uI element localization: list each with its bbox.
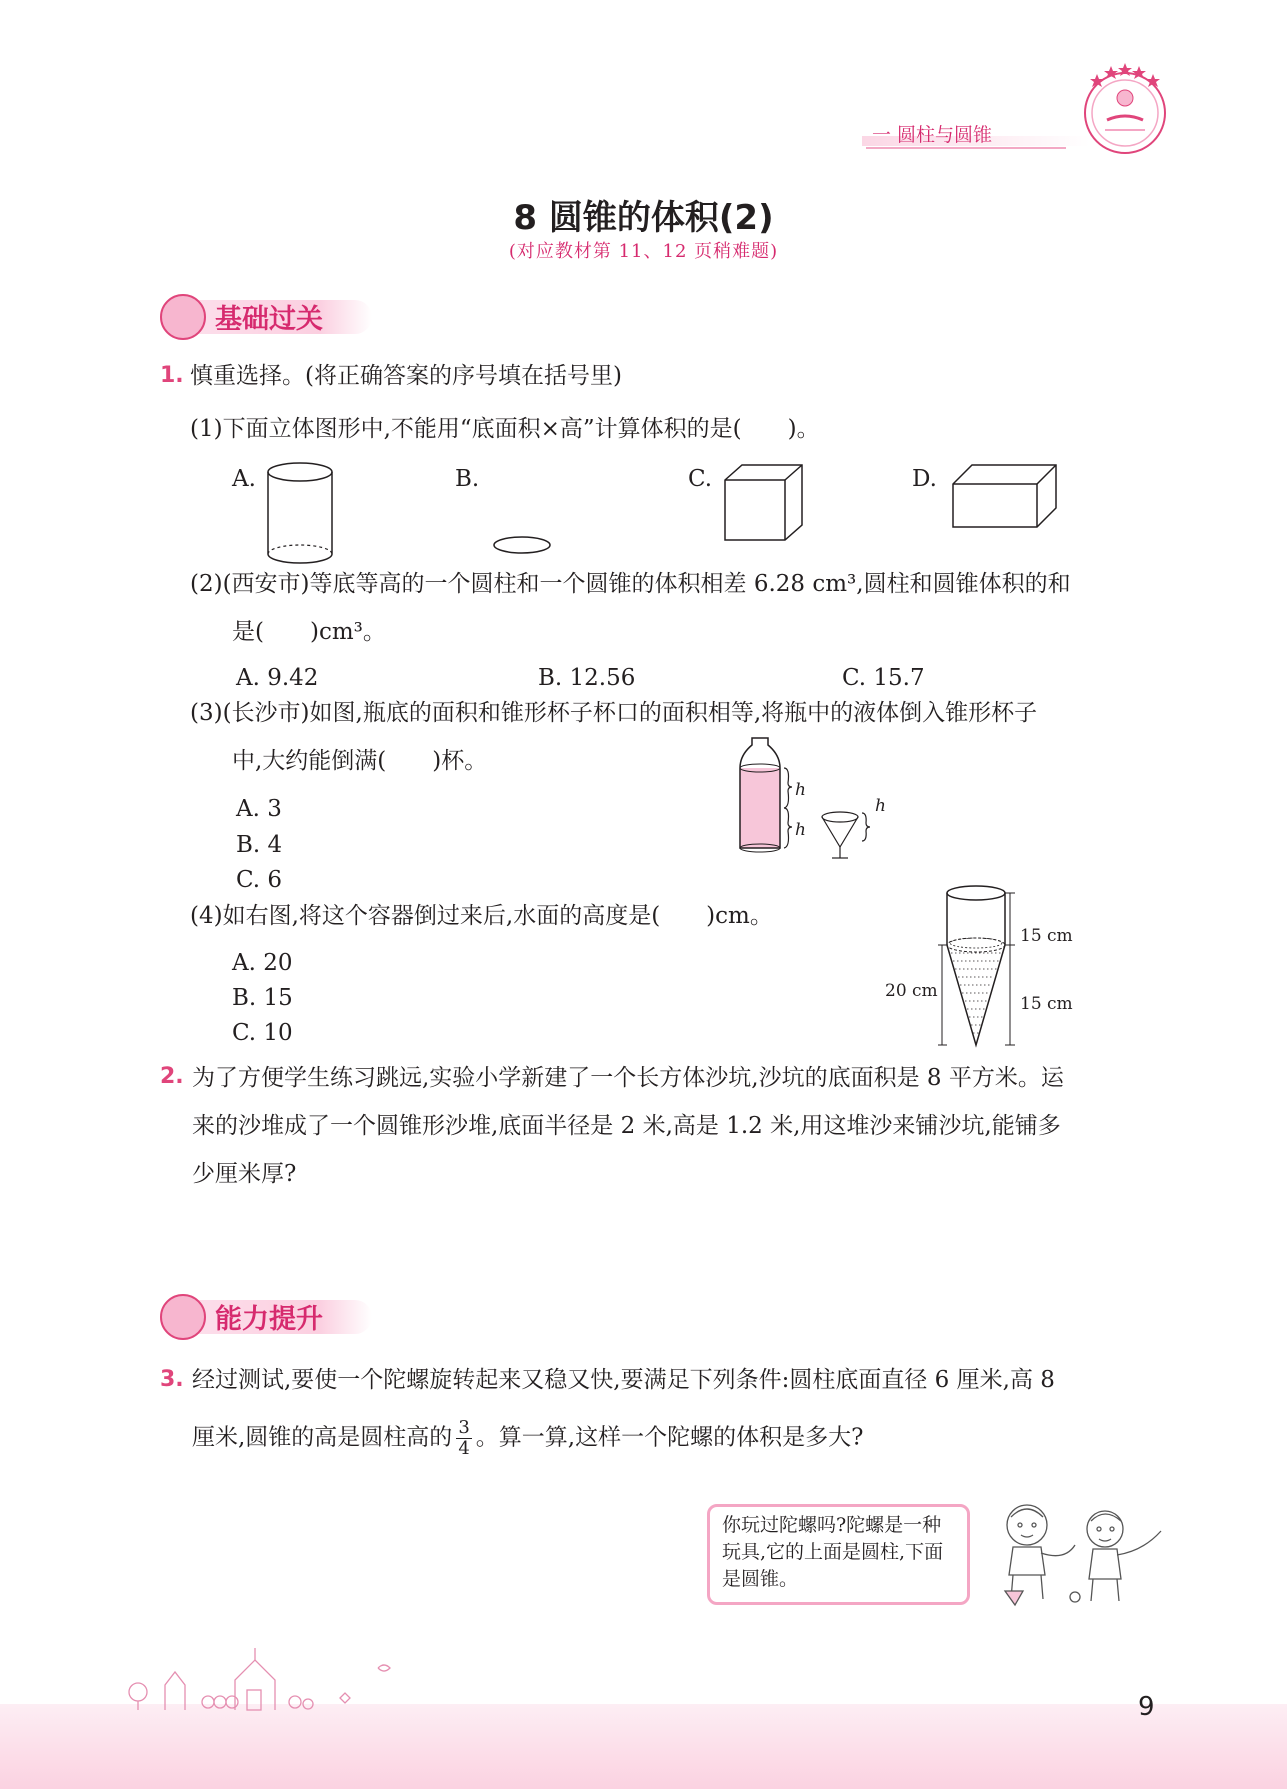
- fraction: [456, 1418, 471, 1459]
- question-3-line1: 经过测试,要使一个陀螺旋转起来又稳又快,要满足下列条件:圆柱底面直径 6 厘米,高 8: [192, 1367, 1055, 1393]
- cylinder-figure: [265, 460, 335, 570]
- option-label-a: A.: [232, 466, 256, 492]
- page-title: 8 圆锥的体积(2): [513, 198, 774, 238]
- label-15cm-top: 15 cm: [1020, 926, 1073, 946]
- q1-part2-line1: (2)(西安市)等底等高的一个圆柱和一个圆锥的体积相差 6.28 cm³,圆柱和圆锥体积的和: [190, 571, 1071, 597]
- option-label-c: C.: [688, 466, 713, 492]
- footer-band: [0, 1704, 1287, 1789]
- bottle-and-cup-figure: [730, 735, 890, 860]
- header-rule: [866, 147, 1066, 149]
- children-playing-top-illustration: [975, 1495, 1165, 1610]
- label-15cm-bottom: 15 cm: [1020, 994, 1073, 1014]
- question-3-line2-end: 。算一算,这样一个陀螺的体积是多大?: [475, 1424, 864, 1451]
- tip-text: 你玩过陀螺吗?陀螺是一种玩具,它的上面是圆柱,下面是圆锥。: [722, 1514, 944, 1590]
- bottle-height-label-top: h: [795, 780, 806, 800]
- section-title-basic: 基础过关: [215, 304, 323, 335]
- q1-part2-option-c: C. 15.7: [842, 665, 925, 691]
- cube-figure: [722, 462, 816, 544]
- cone-figure: [490, 450, 554, 560]
- page-number: 9: [1138, 1692, 1155, 1722]
- page-subtitle: (对应教材第 11、12 页稍难题): [508, 241, 779, 262]
- q1-part3-line1: (3)(长沙市)如图,瓶底的面积和锥形杯子杯口的面积相等,将瓶中的液体倒入锥形杯子: [190, 700, 1038, 726]
- q1-part3-option-b: B. 4: [236, 832, 283, 858]
- option-label-b: B.: [455, 466, 480, 492]
- question-3-line2-start: 厘米,圆锥的高是圆柱高的: [192, 1424, 453, 1451]
- q1-part4-text: (4)如右图,将这个容器倒过来后,水面的高度是( )cm。: [190, 903, 773, 929]
- question-3-line2: [192, 1418, 863, 1459]
- bottle-height-label-bottom: h: [795, 820, 806, 840]
- monkey-mascot-icon: [160, 1294, 206, 1340]
- q1-part4-option-a: A. 20: [232, 950, 293, 976]
- q1-part2-option-a: A. 9.42: [236, 665, 319, 691]
- monkey-mascot-icon: [160, 294, 206, 340]
- question-1-text: 慎重选择。(将正确答案的序号填在括号里): [190, 363, 622, 389]
- castle-decoration-icon: [120, 1640, 440, 1710]
- question-number: 3.: [160, 1367, 184, 1392]
- publisher-seal-icon: [1075, 58, 1175, 158]
- q1-part3-line2: 中,大约能倒满( )杯。: [232, 748, 488, 774]
- question-2-line1: 为了方便学生练习跳远,实验小学新建了一个长方体沙坑,沙坑的底面积是 8 平方米。运: [192, 1065, 1064, 1091]
- question-2-line2: 来的沙堆成了一个圆锥形沙堆,底面半径是 2 米,高是 1.2 米,用这堆沙来铺沙坑,能铺多: [192, 1113, 1061, 1139]
- section-title-advanced: 能力提升: [215, 1304, 323, 1335]
- cuboid-figure: [950, 462, 1060, 530]
- container-figure: [938, 885, 1018, 1050]
- q1-part4-option-b: B. 15: [232, 985, 293, 1011]
- label-20cm: 20 cm: [885, 981, 938, 1001]
- question-2-line3: 少厘米厚?: [192, 1161, 297, 1187]
- q1-part4-option-c: C. 10: [232, 1020, 293, 1046]
- option-label-d: D.: [912, 466, 937, 492]
- question-number: 2.: [160, 1064, 184, 1089]
- fraction-denominator: 4: [458, 1438, 470, 1459]
- q1-part2-line2: 是( )cm³。: [232, 619, 386, 645]
- question-number: 1.: [160, 363, 184, 388]
- cup-height-label: h: [875, 796, 886, 816]
- chapter-header: 一 圆柱与圆锥: [872, 124, 993, 146]
- q1-part2-option-b: B. 12.56: [538, 665, 636, 691]
- q1-part1-text: (1)下面立体图形中,不能用“底面积×高”计算体积的是( )。: [190, 416, 820, 442]
- q1-part3-option-a: A. 3: [236, 796, 282, 822]
- q1-part3-option-c: C. 6: [236, 867, 283, 893]
- fraction-numerator: 3: [458, 1417, 470, 1438]
